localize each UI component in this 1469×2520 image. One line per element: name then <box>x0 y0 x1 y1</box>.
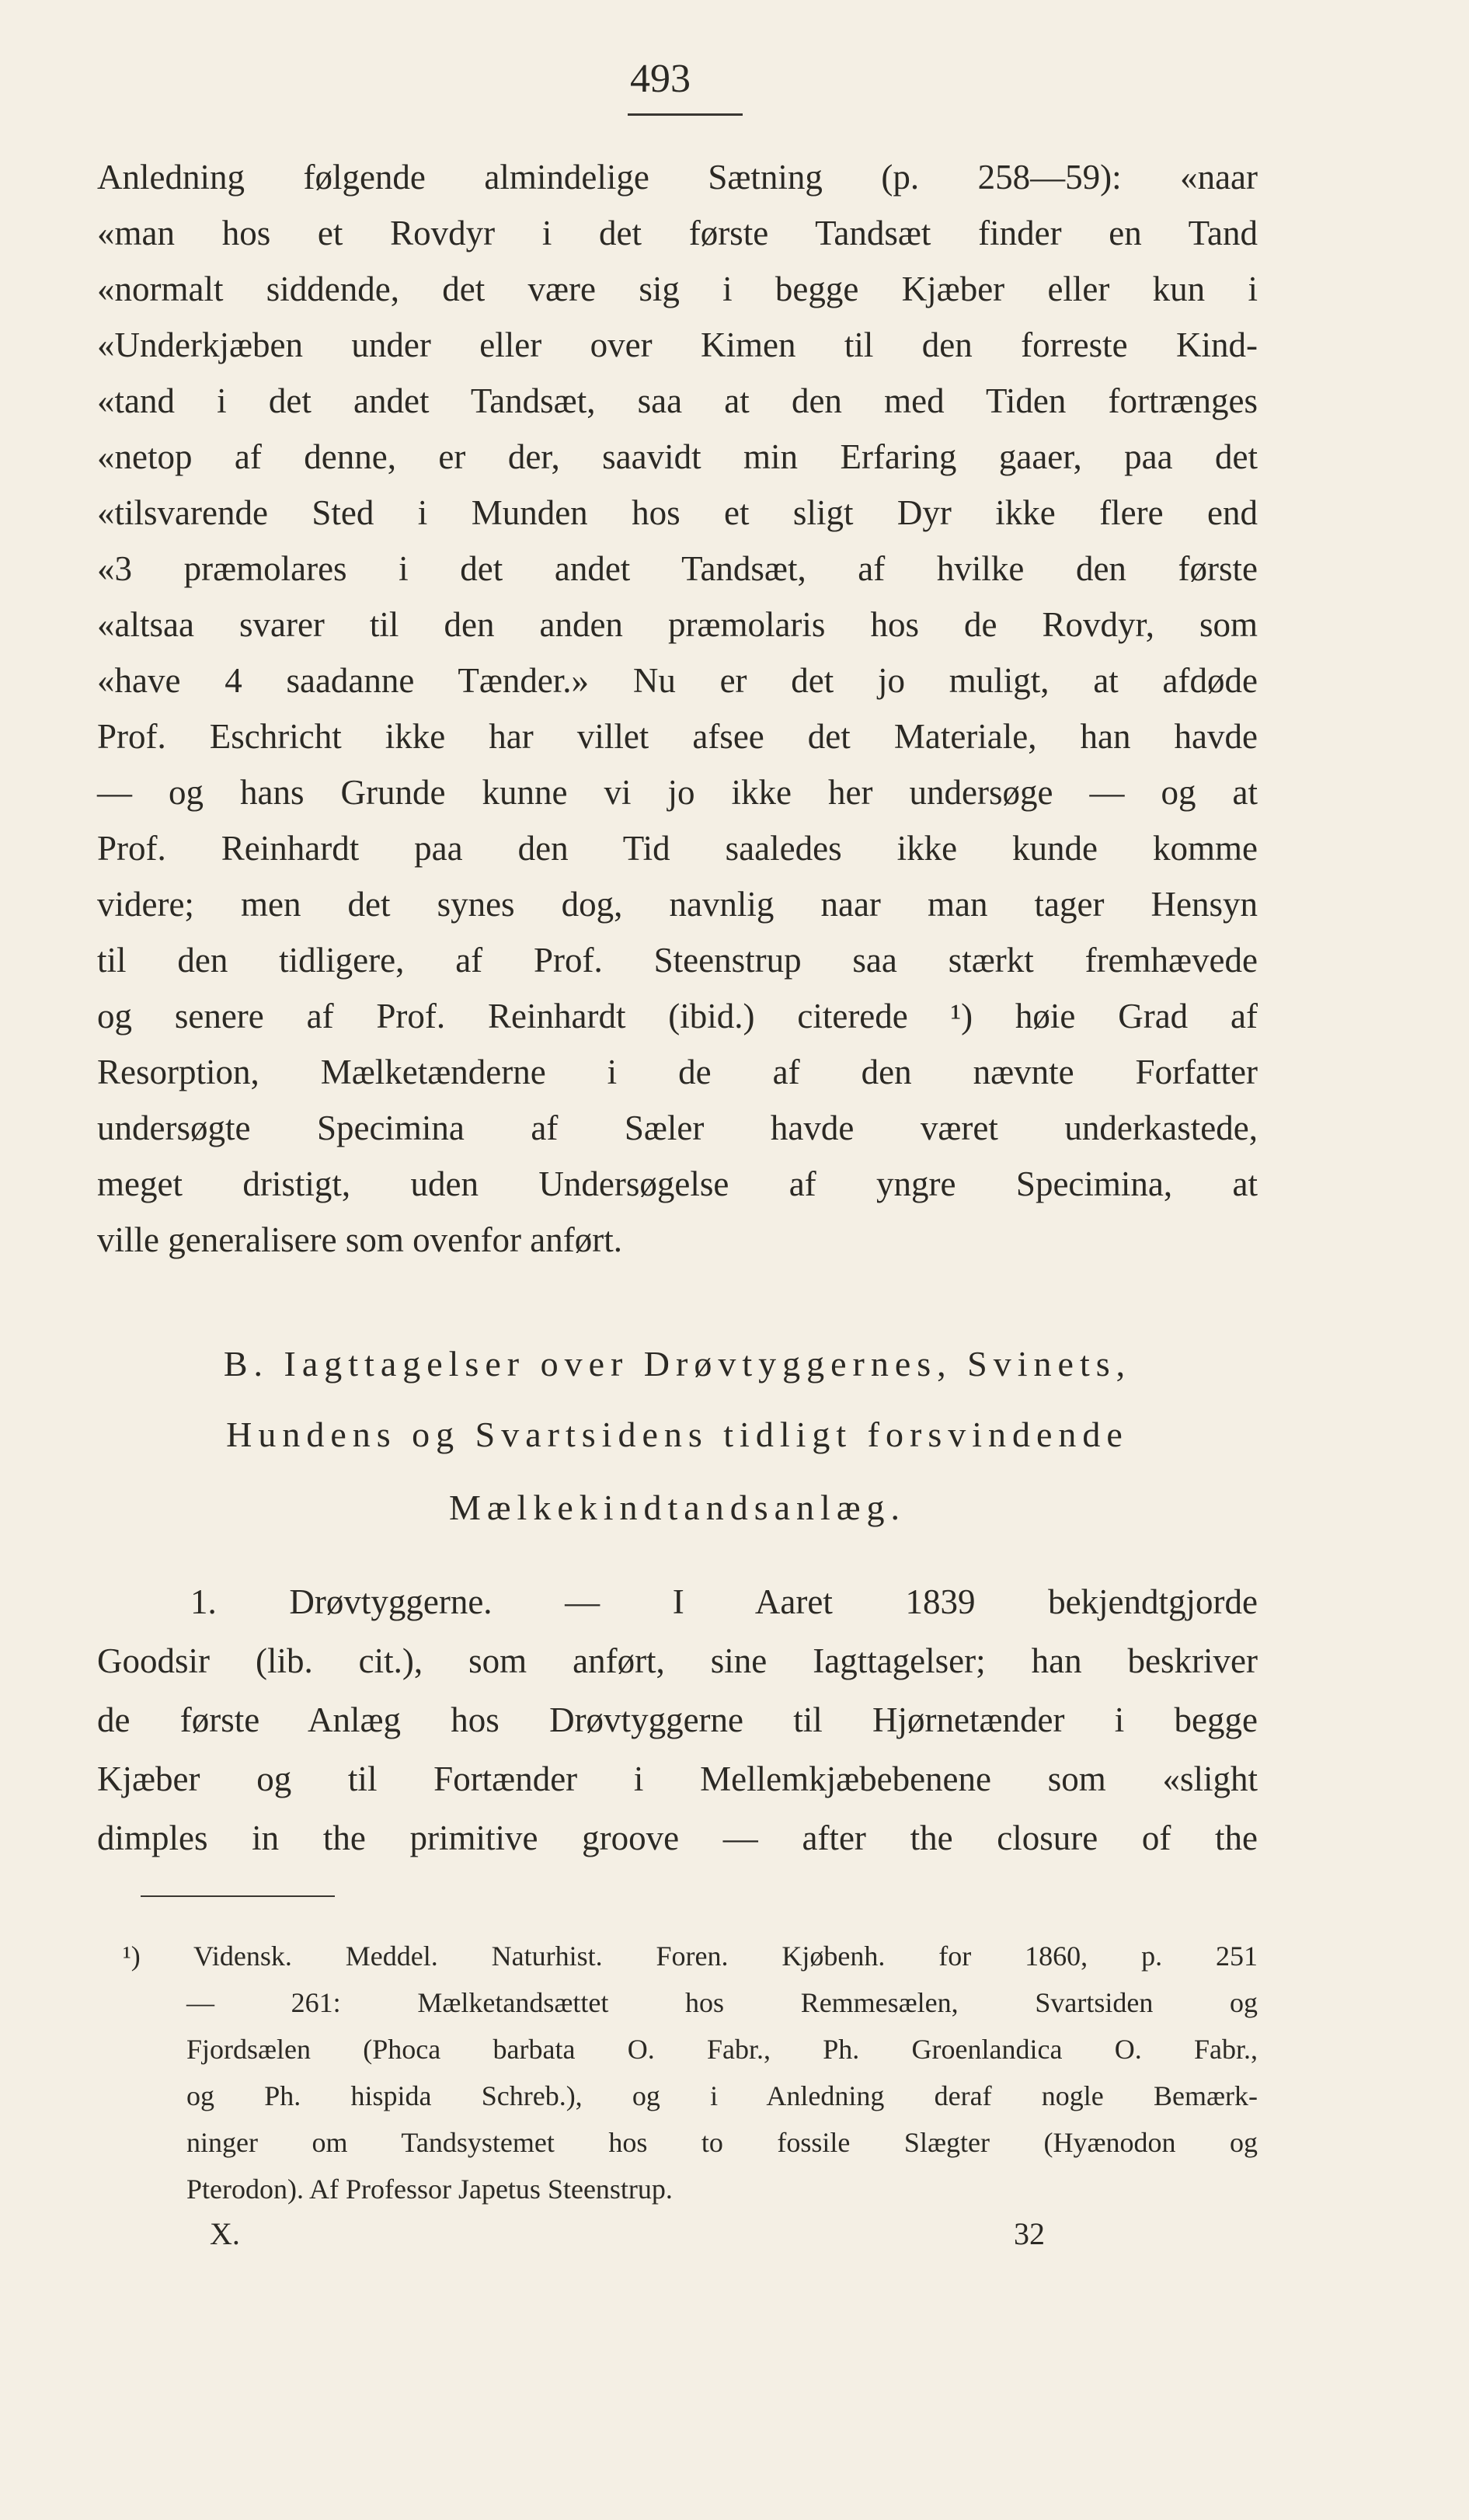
footnote-line: ninger om Tandsystemet hos to fossile Slægter (Hyænodon og <box>186 2127 1258 2158</box>
footnote-line: ¹) Vidensk. Meddel. Naturhist. Foren. Kjøbenh. for 1860, p. 251 <box>123 1940 1258 1972</box>
signature-mark: X. <box>210 2216 240 2251</box>
body-line: Prof. Eschricht ikke har villet afsee det Materiale, han havde <box>97 717 1258 756</box>
body-line: og senere af Prof. Reinhardt (ibid.) citerede ¹) høie Grad af <box>97 997 1258 1035</box>
body-line: «normalt siddende, det være sig i begge Kjæber eller kun i <box>97 270 1258 308</box>
footnote-line: — 261: Mælketandsættet hos Remmesælen, Svartsiden og <box>186 1987 1258 2018</box>
footnote-line: Pterodon). Af Professor Japetus Steenstrup. <box>186 2174 673 2205</box>
section-line: Goodsir (lib. cit.), som anført, sine Iagttagelser; han beskriver <box>97 1641 1258 1680</box>
body-line: «tilsvarende Sted i Munden hos et sligt Dyr ikke flere end <box>97 493 1258 532</box>
body-line: til den tidligere, af Prof. Steenstrup saa stærkt fremhævede <box>97 941 1258 980</box>
body-line: videre; men det synes dog, navnlig naar man tager Hensyn <box>97 885 1258 924</box>
body-line: Resorption, Mælketænderne i de af den nævnte Forfatter <box>97 1053 1258 1091</box>
signature-number: 32 <box>1014 2216 1045 2251</box>
section-paragraph <box>97 1572 1258 1867</box>
page-number-rule <box>628 113 743 116</box>
footnote <box>123 1933 1258 2212</box>
footnote-line: Fjordsælen (Phoca barbata O. Fabr., Ph. Groenlandica O. Fabr., <box>186 2034 1258 2065</box>
section-heading-line-1: B. Iagttagelser over Drøvtyggernes, Svinets, <box>223 1344 1132 1384</box>
body-line: «Underkjæben under eller over Kimen til den forreste Kind- <box>97 325 1258 364</box>
body-line: Anledning følgende almindelige Sætning (p. 258—59): «naar <box>97 158 1258 197</box>
page-number: 493 <box>630 57 691 101</box>
body-line: meget dristigt, uden Undersøgelse af yngre Specimina, at <box>97 1164 1258 1203</box>
body-line: «have 4 saadanne Tænder.» Nu er det jo muligt, at afdøde <box>97 661 1258 700</box>
section-line: Kjæber og til Fortænder i Mellemkjæbebenene som «slight <box>97 1759 1258 1798</box>
body-paragraph <box>97 149 1258 1268</box>
body-line: ville generalisere som ovenfor anført. <box>97 1220 622 1259</box>
body-line: «3 præmolares i det andet Tandsæt, af hvilke den første <box>97 549 1258 588</box>
section-line: 1. Drøvtyggerne. — I Aaret 1839 bekjendtgjorde <box>190 1582 1258 1621</box>
section-line: dimples in the primitive groove — after the closure of the <box>97 1819 1258 1857</box>
section-heading-line-2: Hundens og Svartsidens tidligt forsvindende <box>226 1415 1129 1454</box>
footnote-rule <box>141 1895 335 1897</box>
body-line: «netop af denne, er der, saavidt min Erfaring gaaer, paa det <box>97 437 1258 476</box>
body-line: «man hos et Rovdyr i det første Tandsæt finder en Tand <box>97 214 1258 252</box>
body-line: Prof. Reinhardt paa den Tid saaledes ikke kunde komme <box>97 829 1258 868</box>
body-line: — og hans Grunde kunne vi jo ikke her undersøge — og at <box>97 773 1258 812</box>
section-heading-line-3: Mælkekindtandsanlæg. <box>448 1488 907 1527</box>
footnote-line: og Ph. hispida Schreb.), og i Anledning deraf nogle Bemærk- <box>186 2080 1258 2111</box>
body-line: «altsaa svarer til den anden præmolaris hos de Rovdyr, som <box>97 605 1258 644</box>
section-line: de første Anlæg hos Drøvtyggerne til Hjørnetænder i begge <box>97 1700 1258 1739</box>
body-line: «tand i det andet Tandsæt, saa at den med Tiden fortrænges <box>97 381 1258 420</box>
body-line: undersøgte Specimina af Sæler havde været underkastede, <box>97 1109 1258 1147</box>
